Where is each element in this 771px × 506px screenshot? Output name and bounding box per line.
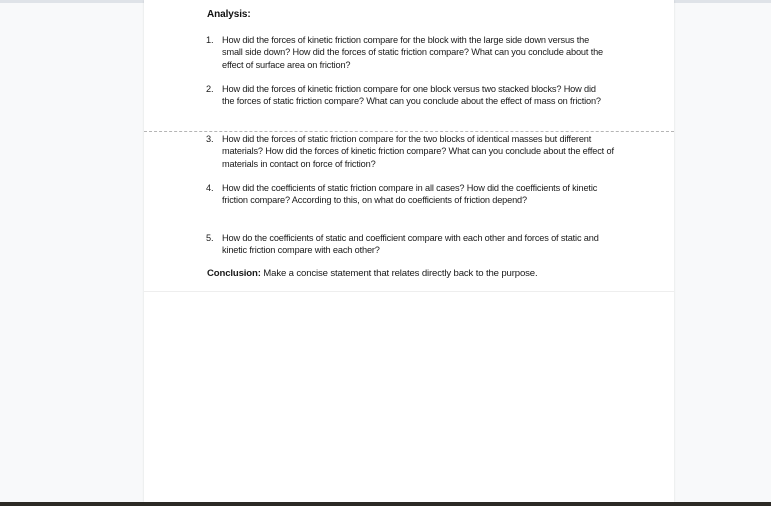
analysis-heading: Analysis:: [207, 9, 251, 20]
document-page[interactable]: [144, 0, 674, 502]
question-item: [206, 133, 614, 170]
question-text: How did the coefficients of static friction compare in all cases? How did the coefficients of kinetic friction compare? According to this, on what do coefficients of friction depend?: [222, 183, 598, 206]
question-text: How did the forces of kinetic friction compare for the block with the large side down versus the small side down? How did the forces of static friction compare? What can you conclude about the effect of surface area on friction?: [222, 35, 604, 70]
question-item: [206, 232, 606, 257]
question-number: 1.: [206, 35, 214, 45]
question-number: 3.: [206, 134, 214, 144]
conclusion-paragraph: [207, 268, 537, 279]
question-item: [206, 34, 606, 71]
question-number: 4.: [206, 183, 214, 193]
page-divider: [144, 291, 674, 292]
question-number: 2.: [206, 84, 214, 94]
question-item: [206, 83, 606, 108]
question-item: [206, 182, 606, 207]
conclusion-label: Conclusion:: [207, 268, 261, 279]
page-break: [144, 131, 674, 132]
question-text: How do the coefficients of static and coefficient compare with each other and forces of static and kinetic friction compare with each other?: [222, 233, 599, 256]
question-text: How did the forces of static friction compare for the two blocks of identical masses but different materials? How did the forces of kinetic friction compare? What can you conclude about the effect of materials in contact on force of friction?: [222, 134, 614, 169]
bottom-taskbar: [0, 502, 771, 506]
question-text: How did the forces of kinetic friction compare for one block versus two stacked blocks? How did the forces of static friction compare? What can you conclude about the effect of mass on friction?: [222, 84, 601, 107]
conclusion-text: Make a concise statement that relates directly back to the purpose.: [263, 268, 538, 279]
question-number: 5.: [206, 233, 214, 243]
